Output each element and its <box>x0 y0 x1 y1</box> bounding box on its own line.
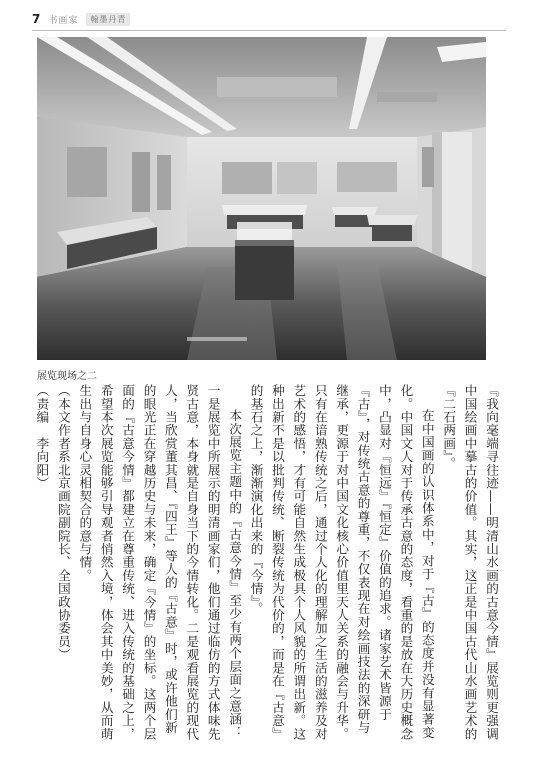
paragraph-3: 本次展览主题中的『古意今情』至少有两个层面之意涵：一是展览中所展示的明清画家们，他们通过临仿的方式体味先贤古意，本身就是自身当下的今情转化。二是观看展览的现代人，当欣赏董其昌、『四王』等人的『古意』时，或许他们新的眼光正在穿越历史与未来，确定『今情』的坐标。这两个层面的『古意今情』都建立在尊重传统、进入传统的基础之上，希望本次展览能够引导观者悄然入境，体会其中美妙，从而萌生出与自身心灵相契合的意与情。 <box>77 384 243 741</box>
author-note: （本文作者系北京画院副院长、全国政协委员） <box>55 384 71 662</box>
section-name: 翰墨丹青 <box>86 13 130 26</box>
article-body <box>34 384 502 746</box>
exhibition-hall-photo-icon <box>37 37 486 360</box>
page-header <box>32 11 506 27</box>
editor-credit: （责编 李向阳） <box>34 384 50 490</box>
paragraph-1: 『我向毫端寻往迹——明清山水画的古意今情』展览则更强调中国绘画中摹古的价值。其实，这正是中国古代山水画艺术的『二石两画』。 <box>441 384 499 741</box>
photo-caption: 展览现场之二 <box>37 371 97 382</box>
exhibition-photo <box>37 37 486 360</box>
header-divider <box>32 30 506 31</box>
paragraph-2: 在中国画的认识体系中，对于『古』的态度并没有显著变化。中国文人对于传承古意的态度，看重的是放在大历史概念中，凸显对『恒远』『恒定』价值的追求。诸家艺术皆源于『古』，对传统古意的尊重，不仅表现在对绘画技法的深研与继承，更源于对中国文化核心价值里天人关系的融会与升华。只有在谙熟传统之后，通过个人化的理解加之生活的滋养及对艺术的感悟，才有可能自然生成极具个人风貌的所谓出新。这种出新不是以批判传统、断裂传统为代价的，而是在『古意』的基石之上，渐渐演化出来的『今情』。 <box>248 384 435 741</box>
page-number: 7 <box>32 12 41 26</box>
magazine-name: 书画家 <box>48 15 79 26</box>
